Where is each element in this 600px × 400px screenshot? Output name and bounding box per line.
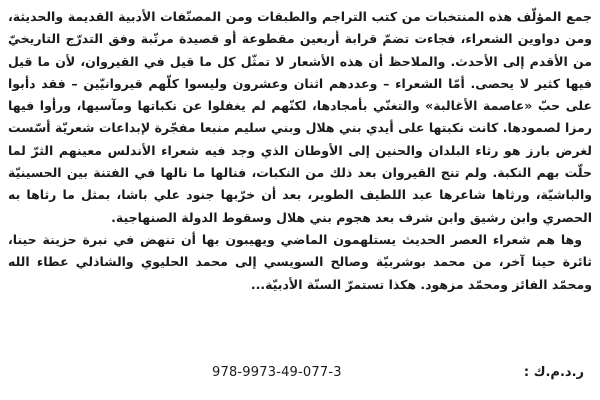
book-description xyxy=(8,6,592,296)
description-paragraph-1: جمع المؤلّف هذه المنتخبات من كتب التراجم والطبقات ومن المصنّفات الأدبية القديمة والحديثة، ومن دواوين الشعراء، فجاءت تضمّ قرابة أربعين مقطوعة أو قصيدة مرتّبة وفق التدرّج التاريخيّ من الأقدم إلى الأحدث. والملاحظ أن هذه الأشعار لا تمثّل كل ما قيل في القيروان، لأن ما قيل فيها كثير لا يحصى. أمّا الشعراء – وعددهم اثنان وعشرون وليسوا كلّهم قيروانيّين – فقد دأبوا على حبّ «عاصمة الأغالبة» والتغنّي بأمجادها، لكنّهم لم يغفلوا عن نكباتها ومآسيها، ورأوا فيها رمزا لصمودها. كانت نكبتها على أيدي بني هلال وبني سليم منبعا مفجّرة لإبداعات شعريّة أسّست لغرض بارز هو رثاء البلدان والحنين إلى الأوطان الذي وجد فيه شعراء الأندلس معينهم الثرّ لما حلّت بهم النكبة. ولم تنج القيروان بعد ذلك من النكبات، فنالها ما نالها في الفتنة بين الحسينيّة والباشيّة، ورثاها شاعرها عبد اللطيف الطوير، بعد أن خرّبها جنود علي باشا، بمثل ما رثاها به الحصري وابن رشيق وابن شرف بعد هجوم بني هلال وسقوط الدولة الصنهاجية. xyxy=(8,9,592,225)
description-paragraph-2: وها هم شعراء العصر الحديث يستلهمون الماضي ويهيبون بها أن تنهض في نبرة حزينة حينا، ثائرة حينا آخر، من محمد بوشربيّة وصالح السويسي إلى محمد الحليوي والشاذلي عطاء الله ومحمّد الفائز ومحمّد مزهود. هكذا تستمرّ السنّة الأدبيّة... xyxy=(8,231,592,292)
isbn-label: ر.د.م.ك : xyxy=(523,365,584,380)
isbn-number: 978-9973-49-077-3 xyxy=(212,365,342,380)
isbn-line xyxy=(0,365,584,380)
